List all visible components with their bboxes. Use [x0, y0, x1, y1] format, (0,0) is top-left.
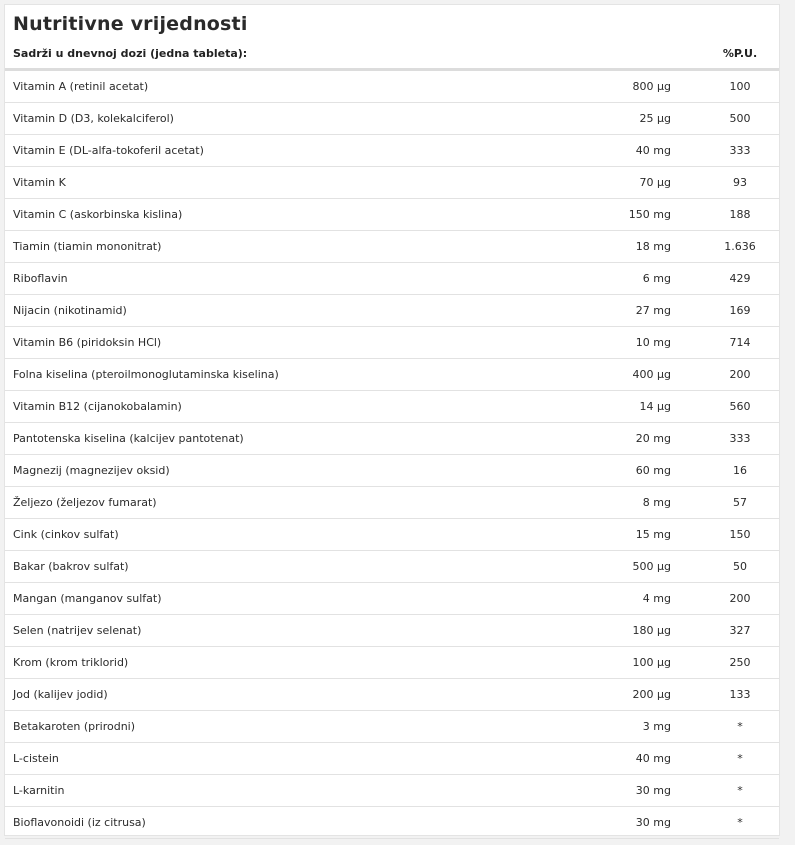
table-row: [5, 519, 779, 551]
nutrient-pct: 16: [701, 455, 779, 487]
table-row: [5, 231, 779, 263]
nutrient-pct: 200: [701, 359, 779, 391]
nutrient-name: Magnezij (magnezijev oksid): [5, 455, 581, 487]
nutrient-name: Jod (kalijev jodid): [5, 679, 581, 711]
nutrient-pct: 429: [701, 263, 779, 295]
nutrient-pct: 200: [701, 583, 779, 615]
nutrient-amount: 25 µg: [581, 103, 701, 135]
nutrient-amount: 180 µg: [581, 615, 701, 647]
nutrient-amount: 150 mg: [581, 199, 701, 231]
nutrient-pct: 50: [701, 551, 779, 583]
nutrient-pct: 560: [701, 391, 779, 423]
nutrient-amount: 4 mg: [581, 583, 701, 615]
nutrient-pct: 93: [701, 167, 779, 199]
nutrient-name: Vitamin C (askorbinska kislina): [5, 199, 581, 231]
nutrient-name: Vitamin B12 (cijanokobalamin): [5, 391, 581, 423]
nutrient-name: L-cistein: [5, 743, 581, 775]
table-row: [5, 807, 779, 839]
nutrient-pct: *: [701, 807, 779, 839]
nutrient-amount: 70 µg: [581, 167, 701, 199]
nutrient-name: Mangan (manganov sulfat): [5, 583, 581, 615]
nutrient-amount: 200 µg: [581, 679, 701, 711]
nutrient-amount: 60 mg: [581, 455, 701, 487]
nutrient-pct: 500: [701, 103, 779, 135]
nutrient-pct: 1.636: [701, 231, 779, 263]
table-row: [5, 583, 779, 615]
nutrient-name: Cink (cinkov sulfat): [5, 519, 581, 551]
nutrient-name: Pantotenska kiselina (kalcijev pantotenat): [5, 423, 581, 455]
table-row: [5, 775, 779, 807]
nutrient-pct: 150: [701, 519, 779, 551]
nutrient-pct: 714: [701, 327, 779, 359]
table-row: [5, 327, 779, 359]
table-header-row: [5, 38, 779, 70]
column-header-pct: %P.U.: [701, 38, 779, 70]
table-row: [5, 551, 779, 583]
nutrient-name: Željezo (željezov fumarat): [5, 487, 581, 519]
nutrient-name: L-karnitin: [5, 775, 581, 807]
table-row: [5, 487, 779, 519]
nutrient-pct: *: [701, 775, 779, 807]
nutrient-amount: 20 mg: [581, 423, 701, 455]
nutrient-amount: 15 mg: [581, 519, 701, 551]
nutrient-amount: 18 mg: [581, 231, 701, 263]
column-header-amount: [581, 38, 701, 70]
nutrient-amount: 14 µg: [581, 391, 701, 423]
column-header-name: Sadrži u dnevnoj dozi (jedna tableta):: [5, 38, 581, 70]
nutrient-amount: 8 mg: [581, 487, 701, 519]
nutrient-amount: 400 µg: [581, 359, 701, 391]
nutrient-pct: 57: [701, 487, 779, 519]
nutrient-pct: 327: [701, 615, 779, 647]
table-body: [5, 70, 779, 839]
nutrient-name: Riboflavin: [5, 263, 581, 295]
table-row: [5, 679, 779, 711]
nutrient-pct: 100: [701, 70, 779, 103]
nutrient-amount: 100 µg: [581, 647, 701, 679]
table-row: [5, 743, 779, 775]
table-row: [5, 70, 779, 103]
nutrient-name: Vitamin K: [5, 167, 581, 199]
table-row: [5, 647, 779, 679]
nutrient-amount: 10 mg: [581, 327, 701, 359]
nutrient-amount: 6 mg: [581, 263, 701, 295]
nutrient-name: Vitamin E (DL-alfa-tokoferil acetat): [5, 135, 581, 167]
nutrient-name: Vitamin A (retinil acetat): [5, 70, 581, 103]
nutrient-name: Nijacin (nikotinamid): [5, 295, 581, 327]
nutrient-name: Selen (natrijev selenat): [5, 615, 581, 647]
nutrient-name: Tiamin (tiamin mononitrat): [5, 231, 581, 263]
table-row: [5, 295, 779, 327]
nutrient-amount: 30 mg: [581, 807, 701, 839]
nutrient-pct: *: [701, 743, 779, 775]
table-row: [5, 263, 779, 295]
nutrient-amount: 800 µg: [581, 70, 701, 103]
nutrient-name: Vitamin B6 (piridoksin HCl): [5, 327, 581, 359]
table-row: [5, 455, 779, 487]
page-title: Nutritivne vrijednosti: [13, 13, 248, 35]
nutrition-panel: [4, 4, 780, 836]
nutrient-pct: 333: [701, 135, 779, 167]
table-row: [5, 199, 779, 231]
nutrient-name: Folna kiselina (pteroilmonoglutaminska kiselina): [5, 359, 581, 391]
table-row: [5, 711, 779, 743]
nutrient-pct: 188: [701, 199, 779, 231]
nutrient-pct: 250: [701, 647, 779, 679]
table-row: [5, 135, 779, 167]
nutrient-amount: 40 mg: [581, 135, 701, 167]
nutrient-name: Bakar (bakrov sulfat): [5, 551, 581, 583]
nutrient-name: Bioflavonoidi (iz citrusa): [5, 807, 581, 839]
nutrient-name: Krom (krom triklorid): [5, 647, 581, 679]
table-row: [5, 167, 779, 199]
nutrient-name: Vitamin D (D3, kolekalciferol): [5, 103, 581, 135]
nutrient-pct: 333: [701, 423, 779, 455]
table-row: [5, 359, 779, 391]
nutrient-amount: 27 mg: [581, 295, 701, 327]
table-row: [5, 423, 779, 455]
table-row: [5, 103, 779, 135]
nutrient-amount: 40 mg: [581, 743, 701, 775]
nutrition-table: [5, 38, 779, 839]
table-row: [5, 615, 779, 647]
nutrient-amount: 3 mg: [581, 711, 701, 743]
nutrient-pct: *: [701, 711, 779, 743]
nutrient-pct: 133: [701, 679, 779, 711]
nutrient-pct: 169: [701, 295, 779, 327]
nutrient-amount: 500 µg: [581, 551, 701, 583]
nutrient-amount: 30 mg: [581, 775, 701, 807]
table-row: [5, 391, 779, 423]
nutrient-name: Betakaroten (prirodni): [5, 711, 581, 743]
